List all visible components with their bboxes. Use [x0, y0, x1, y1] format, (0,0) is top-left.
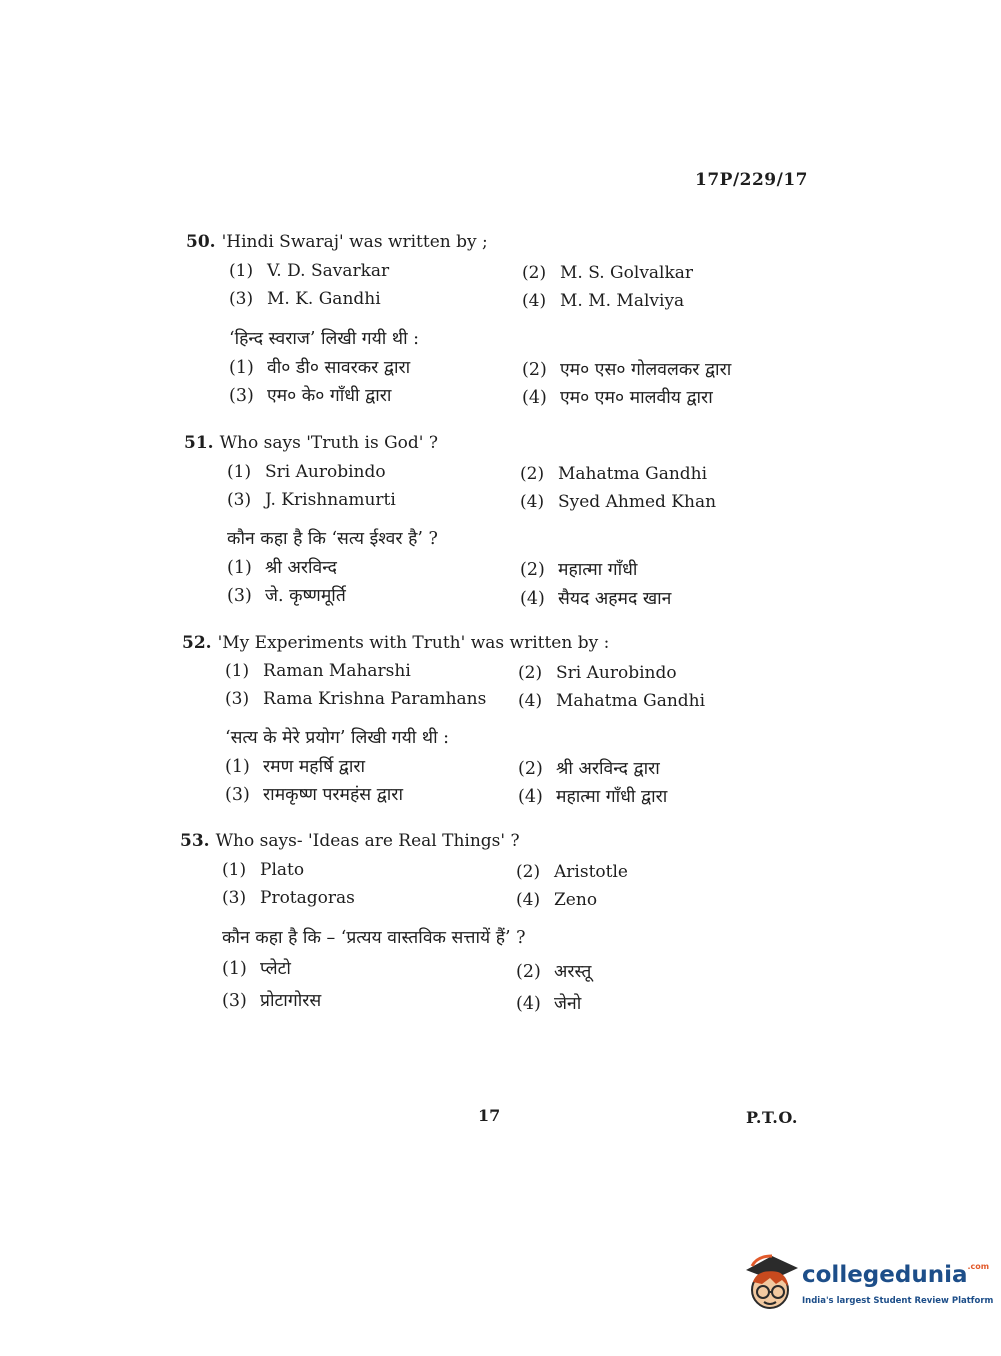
option-hi-2: (2) एम० एस० गोलवलकर द्वारा [522, 360, 732, 380]
pto-label: P.T.O. [746, 1108, 798, 1127]
option-en-3: (3) Protagoras [222, 888, 355, 908]
brand-tagline: India's largest Student Review Platform [802, 1296, 994, 1306]
option-hi-2: (2) अरस्तू [516, 962, 592, 982]
option-hi-4: (4) महात्मा गाँधी द्वारा [518, 787, 668, 807]
question-stem-en: 52. 'My Experiments with Truth' was written by : [182, 633, 610, 653]
option-hi-2: (2) महात्मा गाँधी [520, 560, 638, 580]
mascot-icon [742, 1252, 802, 1316]
option-hi-1: (1) प्लेटो [222, 959, 291, 979]
option-hi-3: (3) रामकृष्ण परमहंस द्वारा [225, 785, 403, 805]
option-en-4: (4) Mahatma Gandhi [518, 691, 706, 711]
page-number: 17 [478, 1106, 501, 1125]
option-en-3: (3) Rama Krishna Paramhans [225, 689, 487, 709]
option-en-2: (2) Sri Aurobindo [518, 663, 677, 683]
option-en-4: (4) Zeno [516, 890, 598, 910]
option-en-1: (1) Plato [222, 860, 305, 880]
option-en-2: (2) Aristotle [516, 862, 628, 882]
question-number: 52. [182, 633, 212, 653]
option-hi-4: (4) एम० एम० मालवीय द्वारा [522, 388, 713, 408]
question-stem-hi: ‘हिन्द स्वराज’ लिखी गयी थी : [229, 329, 420, 349]
brand-name: collegedunia$^{.com}$ [802, 1262, 990, 1288]
option-hi-4: (4) जेनो [516, 994, 582, 1014]
question-stem-hi: कौन कहा है कि – ‘प्रत्यय वास्तविक सत्तायें हैं’ ? [222, 928, 526, 948]
paper-code: 17P/229/17 [695, 170, 809, 190]
question-number: 50. [186, 232, 216, 252]
option-hi-1: (1) वी० डी० सावरकर द्वारा [229, 358, 411, 378]
question-stem-en: 51. Who says 'Truth is God' ? [184, 433, 438, 453]
option-hi-3: (3) प्रोटागोरस [222, 991, 322, 1011]
question-stem-en: 50. 'Hindi Swaraj' was written by ; [186, 232, 488, 252]
option-en-1: (1) Sri Aurobindo [227, 462, 386, 482]
option-en-3: (3) M. K. Gandhi [229, 289, 381, 309]
option-en-1: (1) V. D. Savarkar [229, 261, 390, 281]
option-en-3: (3) J. Krishnamurti [227, 490, 396, 510]
option-en-4: (4) Syed Ahmed Khan [520, 492, 717, 512]
option-en-1: (1) Raman Maharshi [225, 661, 411, 681]
option-hi-3: (3) एम० के० गाँधी द्वारा [229, 386, 392, 406]
option-en-2: (2) Mahatma Gandhi [520, 464, 708, 484]
option-hi-1: (1) रमण महर्षि द्वारा [225, 757, 366, 777]
question-stem-hi: कौन कहा है कि ‘सत्य ईश्वर है’ ? [227, 529, 438, 549]
option-hi-2: (2) श्री अरविन्द द्वारा [518, 759, 660, 779]
option-hi-3: (3) जे. कृष्णमूर्ति [227, 586, 346, 606]
question-number: 53. [180, 831, 210, 851]
question-stem-hi: ‘सत्य के मेरे प्रयोग’ लिखी गयी थी : [225, 728, 450, 748]
option-hi-1: (1) श्री अरविन्द [227, 558, 337, 578]
question-stem-en: 53. Who says- 'Ideas are Real Things' ? [180, 831, 520, 851]
option-en-2: (2) M. S. Golvalkar [522, 263, 694, 283]
question-number: 51. [184, 433, 214, 453]
option-en-4: (4) M. M. Malviya [522, 291, 685, 311]
option-hi-4: (4) सैयद अहमद खान [520, 589, 672, 609]
collegedunia-watermark [742, 1252, 994, 1322]
